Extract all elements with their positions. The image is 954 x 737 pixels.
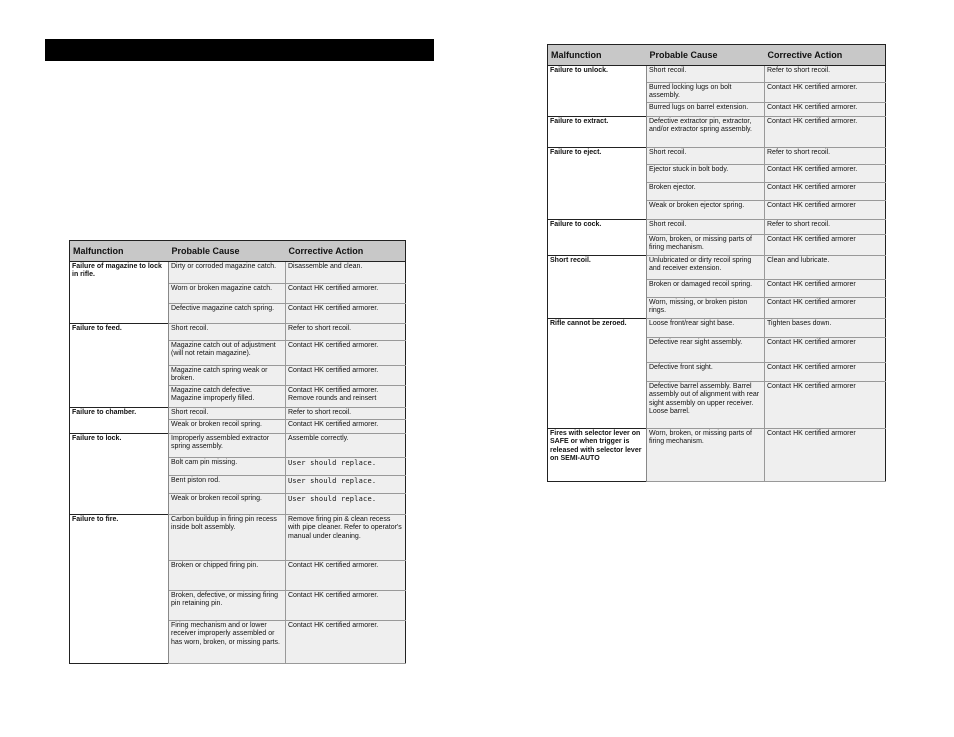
action-cell: Refer to short recoil. [286, 324, 406, 341]
action-cell: Contact HK certified armorer. [765, 116, 886, 147]
action-cell: Contact HK certified armorer. [765, 83, 886, 103]
cause-cell: Defective rear sight assembly. [647, 337, 765, 362]
table-row [70, 262, 406, 284]
action-cell: Contact HK certified armorer [765, 200, 886, 219]
cause-cell: Broken or damaged recoil spring. [647, 279, 765, 297]
cause-cell: Defective front sight. [647, 362, 765, 381]
cause-cell: Worn, broken, or missing parts of firing mechanism. [647, 428, 765, 481]
action-cell: Refer to short recoil. [765, 66, 886, 83]
cause-cell: Magazine catch defective. Magazine improperly filled. [169, 385, 286, 407]
header-probable-cause: Probable Cause [169, 241, 286, 262]
cause-cell: Carbon buildup in firing pin recess inside bolt assembly. [169, 514, 286, 560]
table-row [548, 219, 886, 234]
section-title-bar [45, 39, 434, 61]
cause-cell: Broken, defective, or missing firing pin retaining pin. [169, 590, 286, 620]
action-cell: Contact HK certified armorer. [286, 560, 406, 590]
action-cell: Refer to short recoil. [286, 407, 406, 419]
action-cell: Contact HK certified armorer. [286, 419, 406, 433]
table-row [548, 318, 886, 337]
action-cell: User should replace. [286, 475, 406, 493]
table-header-row [548, 45, 886, 66]
action-cell: Refer to short recoil. [765, 219, 886, 234]
malfunction-cell: Fires with selector lever on SAFE or when trigger is released with selector lever on SEMI-AUTO [548, 428, 647, 481]
action-cell: User should replace. [286, 457, 406, 475]
action-cell: Contact HK certified armorer. Remove rounds and reinsert [286, 385, 406, 407]
table-row [70, 433, 406, 457]
malfunction-cell: Rifle cannot be zeroed. [548, 318, 647, 428]
action-cell: Contact HK certified armorer. [286, 341, 406, 366]
malfunction-cell: Failure to cock. [548, 219, 647, 255]
action-cell: Remove firing pin & clean recess with pipe cleaner. Refer to operator's manual under cleaning. [286, 514, 406, 560]
action-cell: Contact HK certified armorer [765, 337, 886, 362]
action-cell: Contact HK certified armorer [765, 182, 886, 200]
cause-cell: Magazine catch out of adjustment (will not retain magazine). [169, 341, 286, 366]
malfunction-cell: Failure to chamber. [70, 407, 169, 433]
action-cell: Contact HK certified armorer. [765, 102, 886, 116]
action-cell: Contact HK certified armorer [765, 362, 886, 381]
cause-cell: Weak or broken ejector spring. [647, 200, 765, 219]
cause-cell: Worn or broken magazine catch. [169, 284, 286, 304]
header-corrective-action: Corrective Action [765, 45, 886, 66]
table-row [548, 116, 886, 147]
action-cell: Refer to short recoil. [765, 147, 886, 164]
action-cell: Contact HK certified armorer. [286, 620, 406, 663]
malfunction-cell: Failure to eject. [548, 147, 647, 219]
table-row [548, 66, 886, 83]
malfunction-cell: Failure to unlock. [548, 66, 647, 117]
malfunction-table-right [547, 44, 886, 482]
action-cell: Contact HK certified armorer. [286, 366, 406, 386]
cause-cell: Broken ejector. [647, 182, 765, 200]
cause-cell: Loose front/rear sight base. [647, 318, 765, 337]
cause-cell: Defective barrel assembly. Barrel assembly out of alignment with rear sight assembly on upper receiver. Loose barrel. [647, 381, 765, 428]
cause-cell: Defective extractor pin, extractor, and/or extractor spring assembly. [647, 116, 765, 147]
table-row [548, 428, 886, 481]
table-row [70, 407, 406, 419]
action-cell: User should replace. [286, 493, 406, 514]
action-cell: Tighten bases down. [765, 318, 886, 337]
action-cell: Contact HK certified armorer. [286, 284, 406, 304]
cause-cell: Improperly assembled extractor spring assembly. [169, 433, 286, 457]
table-row [548, 255, 886, 279]
cause-cell: Unlubricated or dirty recoil spring and receiver extension. [647, 255, 765, 279]
header-malfunction: Malfunction [548, 45, 647, 66]
malfunction-cell: Failure to extract. [548, 116, 647, 147]
action-cell: Contact HK certified armorer [765, 381, 886, 428]
action-cell: Contact HK certified armorer. [765, 164, 886, 182]
table-header-row [70, 241, 406, 262]
cause-cell: Magazine catch spring weak or broken. [169, 366, 286, 386]
cause-cell: Short recoil. [169, 407, 286, 419]
cause-cell: Bent piston rod. [169, 475, 286, 493]
cause-cell: Worn, missing, or broken piston rings. [647, 297, 765, 318]
header-probable-cause: Probable Cause [647, 45, 765, 66]
action-cell: Contact HK certified armorer. [286, 590, 406, 620]
action-cell: Contact HK certified armorer [765, 279, 886, 297]
cause-cell: Firing mechanism and or lower receiver improperly assembled or has worn, broken, or missing parts. [169, 620, 286, 663]
cause-cell: Dirty or corroded magazine catch. [169, 262, 286, 284]
cause-cell: Worn, broken, or missing parts of firing mechanism. [647, 234, 765, 255]
cause-cell: Defective magazine catch spring. [169, 304, 286, 324]
action-cell: Contact HK certified armorer [765, 428, 886, 481]
header-malfunction: Malfunction [70, 241, 169, 262]
malfunction-cell: Failure to fire. [70, 514, 169, 663]
cause-cell: Broken or chipped firing pin. [169, 560, 286, 590]
cause-cell: Bolt cam pin missing. [169, 457, 286, 475]
cause-cell: Ejector stuck in bolt body. [647, 164, 765, 182]
malfunction-cell: Short recoil. [548, 255, 647, 318]
action-cell: Contact HK certified armorer. [286, 304, 406, 324]
cause-cell: Weak or broken recoil spring. [169, 419, 286, 433]
cause-cell: Weak or broken recoil spring. [169, 493, 286, 514]
action-cell: Assemble correctly. [286, 433, 406, 457]
cause-cell: Short recoil. [647, 66, 765, 83]
cause-cell: Burred lugs on barrel extension. [647, 102, 765, 116]
action-cell: Disassemble and clean. [286, 262, 406, 284]
cause-cell: Short recoil. [647, 219, 765, 234]
table-row [70, 324, 406, 341]
action-cell: Clean and lubricate. [765, 255, 886, 279]
cause-cell: Short recoil. [647, 147, 765, 164]
cause-cell: Burred locking lugs on bolt assembly. [647, 83, 765, 103]
malfunction-cell: Failure to lock. [70, 433, 169, 514]
malfunction-cell: Failure to feed. [70, 324, 169, 408]
malfunction-cell: Failure of magazine to lock in rifle. [70, 262, 169, 324]
table-row [548, 147, 886, 164]
malfunction-table-left [69, 240, 406, 664]
header-corrective-action: Corrective Action [286, 241, 406, 262]
action-cell: Contact HK certified armorer [765, 297, 886, 318]
table-row [70, 514, 406, 560]
cause-cell: Short recoil. [169, 324, 286, 341]
action-cell: Contact HK certified armorer [765, 234, 886, 255]
